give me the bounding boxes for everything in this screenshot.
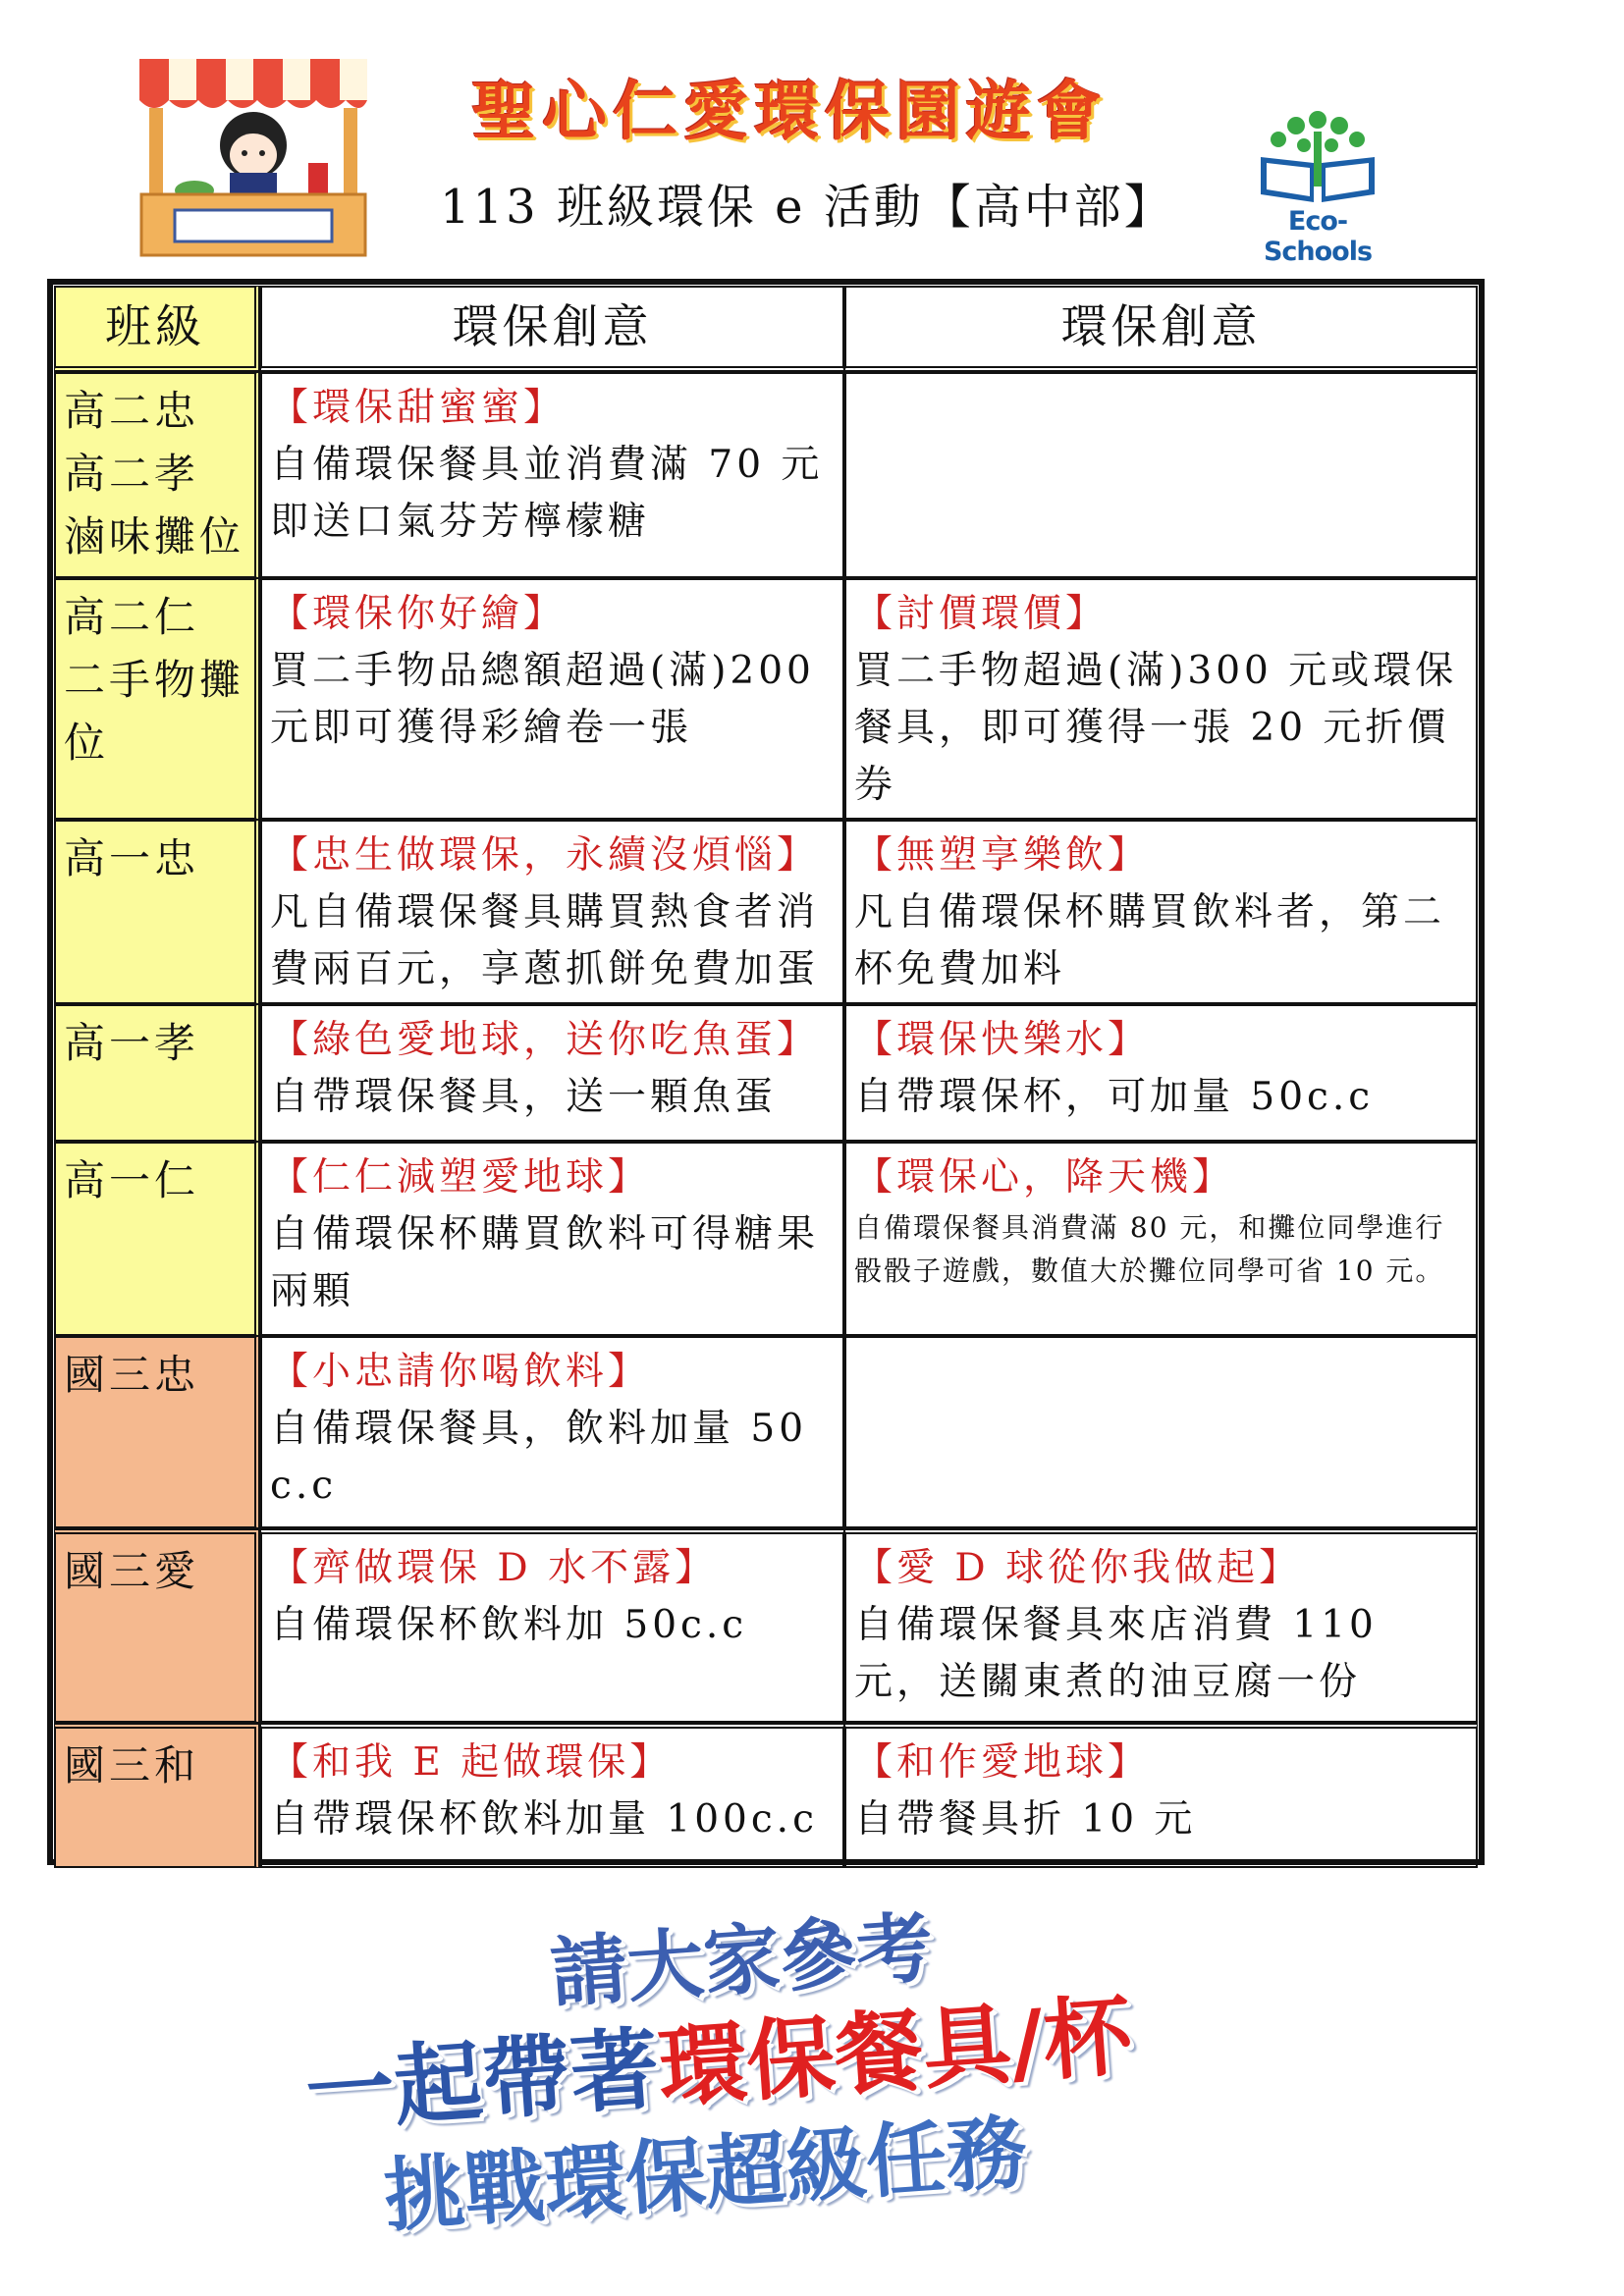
activity-body: 自備環保餐具，飲料加量 50c.c xyxy=(270,1407,808,1508)
table-row xyxy=(54,578,1478,820)
class-line: 高二忠 xyxy=(64,387,200,435)
activity-title: 【愛 D 球從你我做起】 xyxy=(854,1546,1302,1590)
activity-body: 自帶餐具折 10 元 xyxy=(854,1797,1197,1842)
eco-schools-label: Eco-Schools xyxy=(1263,206,1373,267)
table-row xyxy=(54,1528,1478,1723)
class-line: 高一忠 xyxy=(64,834,200,882)
idea-cell xyxy=(844,578,1478,820)
tree-book-icon xyxy=(1239,98,1396,206)
header-idea-2: 環保創意 xyxy=(844,286,1478,372)
activity-body: 買二手物品總額超過(滿)200 元即可獲得彩繪卷一張 xyxy=(270,649,815,750)
activity-body: 自帶環保餐具，送一顆魚蛋 xyxy=(270,1075,778,1119)
idea-cell xyxy=(260,1336,844,1528)
table-row xyxy=(54,1336,1478,1528)
activity-title: 【綠色愛地球，送你吃魚蛋】 xyxy=(270,1018,820,1062)
activity-title: 【環保你好繪】 xyxy=(270,592,567,636)
activity-title: 【無塑享樂飲】 xyxy=(854,833,1151,878)
page-title: 聖心仁愛環保園遊會 xyxy=(471,74,1108,149)
idea-cell xyxy=(260,1004,844,1142)
activity-body: 自備環保餐具來店消費 110 元，送關東煮的油豆腐一份 xyxy=(854,1603,1378,1704)
idea-cell xyxy=(260,372,844,578)
class-cell xyxy=(54,1004,260,1142)
activity-body: 自帶環保杯飲料加量 100c.c xyxy=(270,1797,818,1842)
class-cell xyxy=(54,820,260,1004)
idea-cell xyxy=(260,1528,844,1723)
class-cell xyxy=(54,1142,260,1336)
activity-title: 【齊做環保 D 水不露】 xyxy=(270,1546,718,1590)
activity-body: 自備環保杯購買飲料可得糖果兩顆 xyxy=(270,1212,820,1313)
activity-body: 凡自備環保餐具購買熱食者消費兩百元，享蔥抓餅免費加蛋 xyxy=(270,890,820,991)
class-line: 二手物攤 xyxy=(64,656,245,704)
activity-body: 自備環保杯飲料加 50c.c xyxy=(270,1603,748,1647)
activity-body: 自帶環保杯，可加量 50c.c xyxy=(854,1075,1375,1119)
class-cell xyxy=(54,372,260,578)
class-line: 高一仁 xyxy=(64,1156,200,1204)
activity-title: 【忠生做環保，永續沒煩惱】 xyxy=(270,833,820,878)
activity-title: 【小忠請你喝飲料】 xyxy=(270,1350,651,1394)
table-row xyxy=(54,1723,1478,1868)
table-row xyxy=(54,1004,1478,1142)
activity-title: 【仁仁減塑愛地球】 xyxy=(270,1155,651,1200)
class-cell xyxy=(54,1528,260,1723)
slogan-line-2-part-a: 一起帶著 xyxy=(301,2017,663,2146)
activity-body: 自備環保餐具並消費滿 70 元即送口氣芬芳檸檬糖 xyxy=(270,443,824,544)
class-line: 位 xyxy=(64,719,110,767)
idea-cell xyxy=(260,1142,844,1336)
class-cell xyxy=(54,1336,260,1528)
idea-cell-empty xyxy=(844,1336,1478,1528)
class-line: 國三忠 xyxy=(64,1351,200,1399)
idea-cell xyxy=(260,1723,844,1868)
eco-schools-logo xyxy=(1239,98,1396,267)
idea-cell xyxy=(844,820,1478,1004)
idea-cell xyxy=(260,578,844,820)
idea-cell xyxy=(844,1004,1478,1142)
activity-title: 【環保快樂水】 xyxy=(854,1018,1151,1062)
idea-cell xyxy=(844,1723,1478,1868)
slogan-line-1: 請大家參考 xyxy=(547,1903,937,2019)
booth-illustration xyxy=(135,57,371,258)
class-cell xyxy=(54,1723,260,1868)
activity-title: 【和我 E 起做環保】 xyxy=(270,1740,673,1785)
class-line: 高二仁 xyxy=(64,593,200,641)
table-header-row xyxy=(54,286,1478,372)
activity-body: 自備環保餐具消費滿 80 元，和攤位同學進行骰骰子遊戲，數值大於攤位同學可省 10 元。 xyxy=(854,1211,1445,1287)
class-line: 國三愛 xyxy=(64,1547,200,1595)
activity-title: 【環保心，降天機】 xyxy=(854,1155,1235,1200)
table-row xyxy=(54,820,1478,1004)
header-class: 班級 xyxy=(54,286,260,372)
activity-body: 買二手物超過(滿)300 元或環保餐具，即可獲得一張 20 元折價券 xyxy=(854,649,1458,807)
table-row xyxy=(54,1142,1478,1336)
slogan-line-2-part-b: 環保餐具/杯 xyxy=(655,1984,1136,2121)
idea-cell-empty xyxy=(844,372,1478,578)
class-line: 滷味攤位 xyxy=(64,512,245,561)
table-row xyxy=(54,372,1478,578)
activity-title: 【和作愛地球】 xyxy=(854,1740,1151,1785)
class-line: 國三和 xyxy=(64,1741,200,1789)
class-line: 高二孝 xyxy=(64,450,200,498)
activity-title: 【討價環價】 xyxy=(854,592,1109,636)
idea-cell xyxy=(260,820,844,1004)
class-line: 高一孝 xyxy=(64,1019,200,1067)
idea-cell xyxy=(844,1528,1478,1723)
page-subtitle: 113 班級環保 e 活動【高中部】 xyxy=(440,180,1174,235)
slogan-line-3: 挑戰環保超級任務 xyxy=(380,2106,1031,2244)
activity-title: 【環保甜蜜蜜】 xyxy=(270,386,567,430)
idea-cell xyxy=(844,1142,1478,1336)
activity-table xyxy=(54,286,1478,1868)
header-idea-1: 環保創意 xyxy=(260,286,844,372)
class-cell xyxy=(54,578,260,820)
activity-body: 凡自備環保杯購買飲料者，第二杯免費加料 xyxy=(854,890,1446,991)
